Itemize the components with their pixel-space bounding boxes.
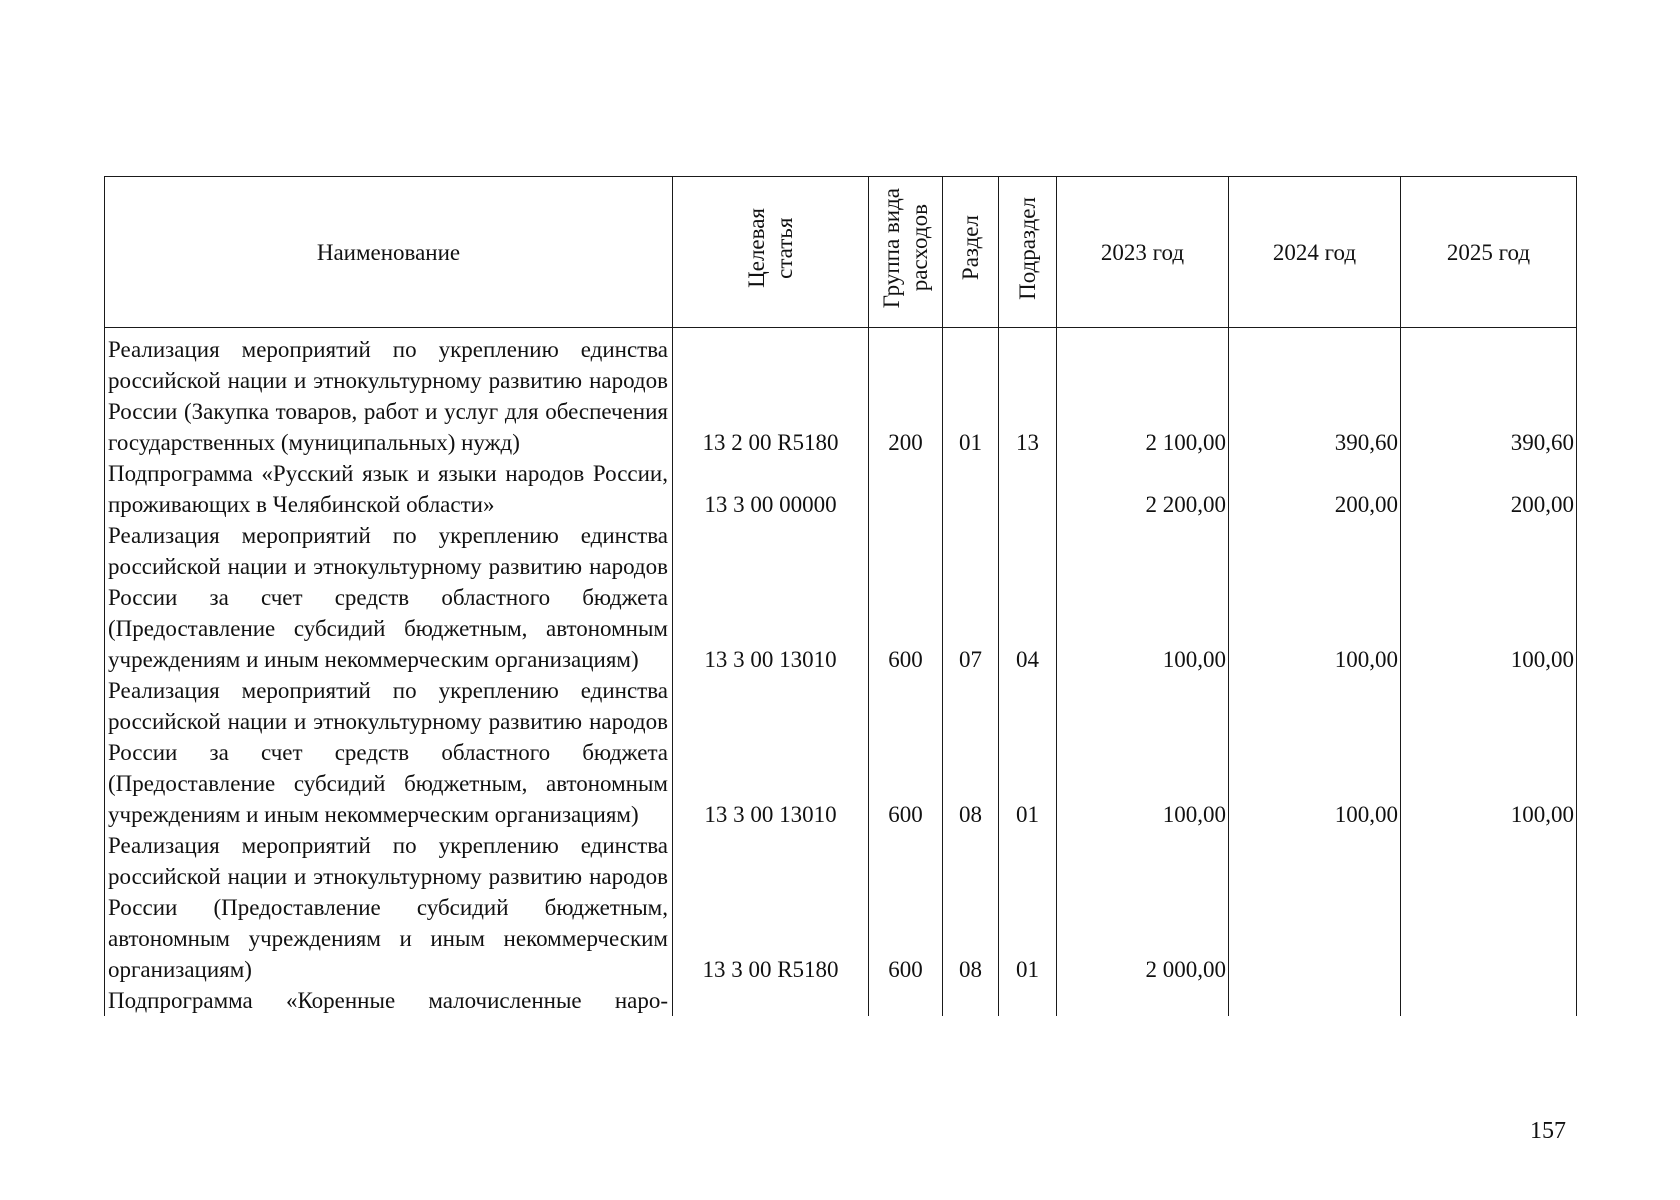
- row-amount-2024: 100,00: [1229, 675, 1401, 830]
- row-subsection: 13: [999, 328, 1057, 459]
- row-amount-2023: 2 000,00: [1057, 830, 1229, 985]
- row-amount-2024: [1229, 985, 1401, 1016]
- header-name: Наименование: [105, 177, 673, 328]
- header-section: [943, 177, 999, 328]
- row-target-article: 13 3 00 00000: [673, 458, 869, 520]
- row-amount-2025: [1401, 830, 1577, 985]
- table-body: [105, 328, 1577, 1017]
- row-amount-2023: 100,00: [1057, 675, 1229, 830]
- header-year-2024: 2024 год: [1229, 177, 1401, 328]
- row-amount-2024: 200,00: [1229, 458, 1401, 520]
- header-subsection-label: Подраздел: [1014, 196, 1040, 300]
- row-amount-2023: 100,00: [1057, 520, 1229, 675]
- row-section: [943, 458, 999, 520]
- row-section: [943, 985, 999, 1016]
- row-expense-group: 600: [869, 830, 943, 985]
- header-subsection: [999, 177, 1057, 328]
- row-subsection: [999, 985, 1057, 1016]
- row-expense-group: [869, 985, 943, 1016]
- row-expense-group: 200: [869, 328, 943, 459]
- row-amount-2023: 2 100,00: [1057, 328, 1229, 459]
- row-target-article: 13 2 00 R5180: [673, 328, 869, 459]
- budget-table: [104, 176, 1577, 1016]
- row-target-article: 13 3 00 R5180: [673, 830, 869, 985]
- table-row: [105, 520, 1577, 675]
- row-amount-2025: 100,00: [1401, 520, 1577, 675]
- header-row: [105, 177, 1577, 328]
- row-name: Реализация мероприятий по укреплению единства российской нации и этнокультурному развитию народов России (Закупка товаров, работ и услуг для обеспечения государственных (муниципальных) нужд): [105, 328, 673, 459]
- row-expense-group: 600: [869, 520, 943, 675]
- row-target-article: [673, 985, 869, 1016]
- row-subsection: [999, 458, 1057, 520]
- row-name: Реализация мероприятий по укреплению единства российской нации и этнокультурному развитию народов России за счет средств областного бюджета (Предоставление субсидий бюджетным, автономным учреждениям и иным некоммерческим организациям): [105, 520, 673, 675]
- row-amount-2024: 100,00: [1229, 520, 1401, 675]
- row-name: Реализация мероприятий по укреплению единства российской нации и этнокультурному развитию народов России за счет средств областного бюджета (Предоставление субсидий бюджетным, автономным учреждениям и иным некоммерческим организациям): [105, 675, 673, 830]
- table-row: [105, 328, 1577, 459]
- row-section: 01: [943, 328, 999, 459]
- row-section: 08: [943, 830, 999, 985]
- row-subsection: 01: [999, 830, 1057, 985]
- table-row: [105, 458, 1577, 520]
- row-amount-2025: 200,00: [1401, 458, 1577, 520]
- header-expense-group-label: Группа вида расходов: [878, 187, 932, 309]
- header-expense-group: [869, 177, 943, 328]
- table-header: [105, 177, 1577, 328]
- table-row: [105, 830, 1577, 985]
- row-subsection: 01: [999, 675, 1057, 830]
- row-name: Подпрограмма «Коренные малочисленные наро-: [105, 985, 673, 1016]
- row-subsection: 04: [999, 520, 1057, 675]
- row-amount-2023: [1057, 985, 1229, 1016]
- row-amount-2024: 390,60: [1229, 328, 1401, 459]
- header-year-2025: 2025 год: [1401, 177, 1577, 328]
- table-row: [105, 985, 1577, 1016]
- row-amount-2023: 2 200,00: [1057, 458, 1229, 520]
- row-amount-2025: 390,60: [1401, 328, 1577, 459]
- header-year-2023: 2023 год: [1057, 177, 1229, 328]
- row-target-article: 13 3 00 13010: [673, 520, 869, 675]
- header-target-article-label: Целевая статья: [743, 208, 797, 288]
- row-expense-group: [869, 458, 943, 520]
- row-name: Реализация мероприятий по укреплению единства российской нации и этнокультурному развитию народов России (Предоставление субсидий бюджетным, автономным учреждениям и иным некоммерческим организациям): [105, 830, 673, 985]
- row-amount-2024: [1229, 830, 1401, 985]
- row-amount-2025: [1401, 985, 1577, 1016]
- row-section: 07: [943, 520, 999, 675]
- row-section: 08: [943, 675, 999, 830]
- row-expense-group: 600: [869, 675, 943, 830]
- header-section-label: Раздел: [957, 215, 983, 281]
- table-row: [105, 675, 1577, 830]
- row-target-article: 13 3 00 13010: [673, 675, 869, 830]
- row-amount-2025: 100,00: [1401, 675, 1577, 830]
- header-target-article: [673, 177, 869, 328]
- page-number: 157: [1530, 1118, 1566, 1144]
- row-name: Подпрограмма «Русский язык и языки народов России, проживающих в Челябинской области»: [105, 458, 673, 520]
